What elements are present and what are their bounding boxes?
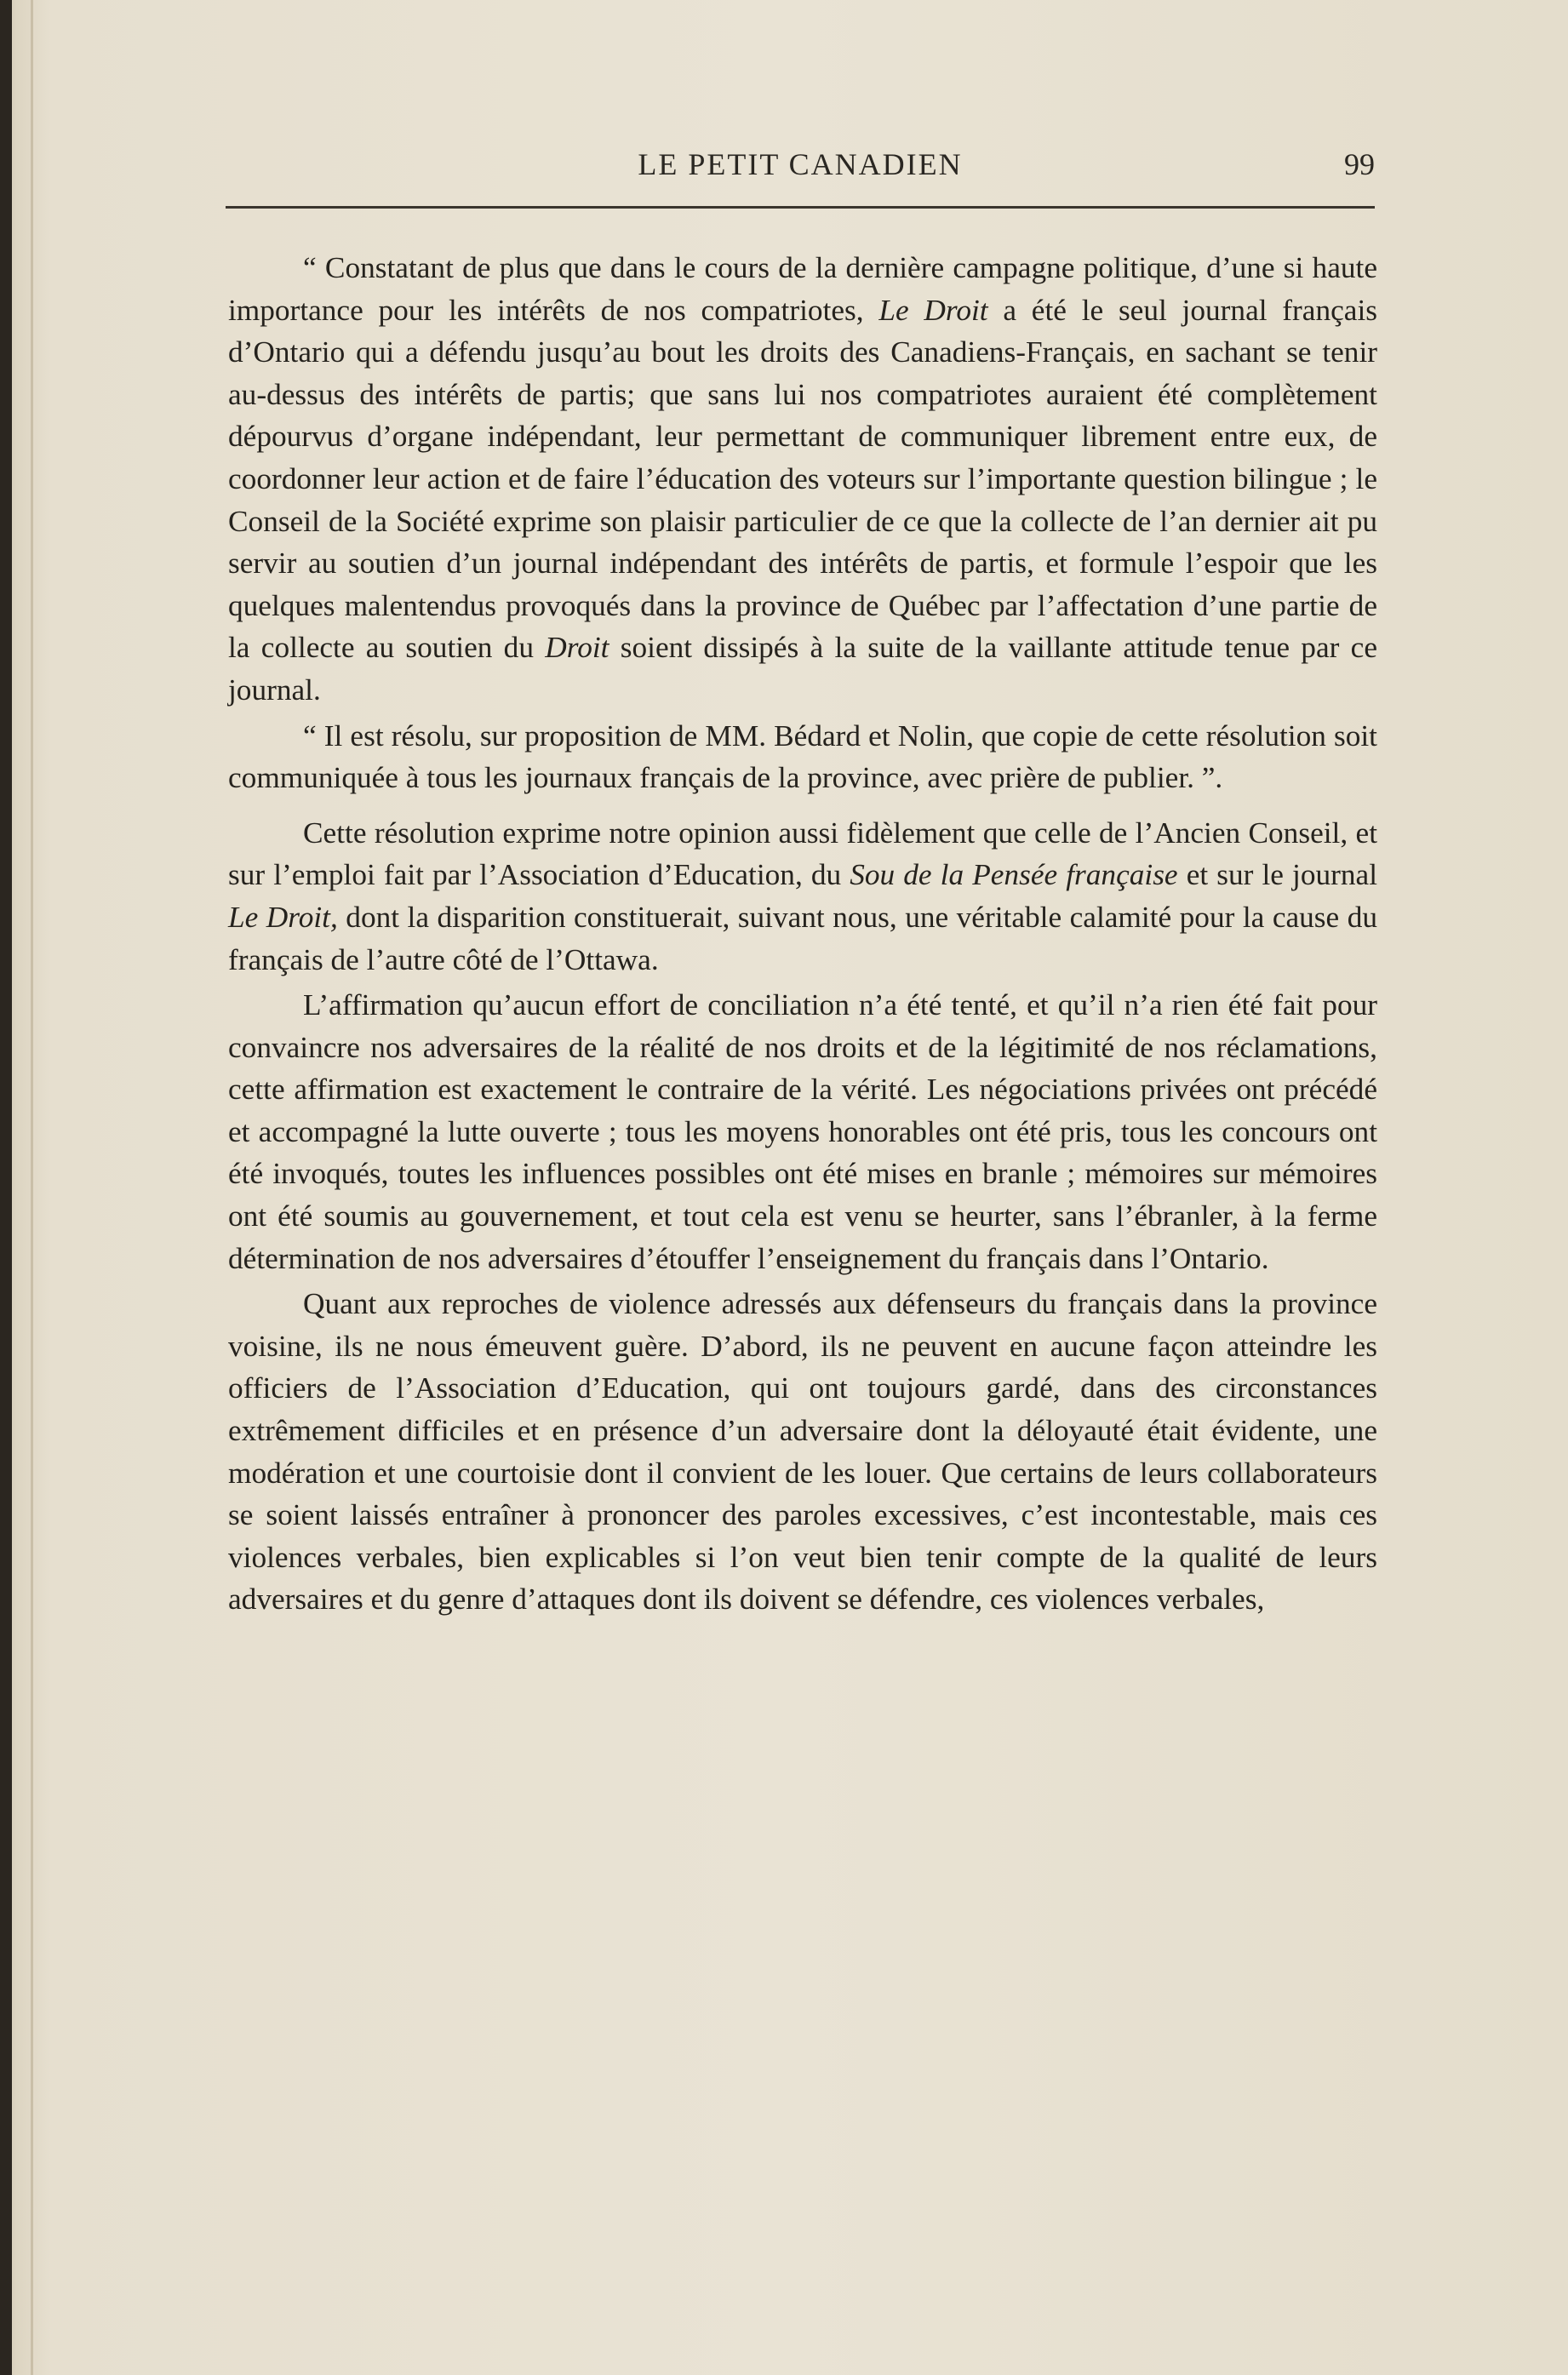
page-binding-edge (0, 0, 12, 2375)
paragraph-3 (228, 812, 1377, 981)
italic-phrase: Sou de la Pensée française (850, 858, 1178, 892)
text-segment: Quant aux reproches de violence adressés aux défenseurs du français dans la province voisine, ils ne nous émeuvent guère. D’abord, ils ne peuvent en aucune façon atteindre les officiers de l’Association d’Education, qui ont toujours gardé, dans des circonstances extrêmement difficiles et en présence d’un adversaire dont la déloyauté était évidente, une modération et une courtoisie dont il convient de les louer. Que certains de leurs collaborateurs se soient laissés entraîner à prononcer des paroles excessives, c’est incontestable, mais ces violences verbales, bien explicables si l’on veut bien tenir compte de la qualité de leurs adversaires et du genre d’attaques dont ils doivent se défendre, ces violences verbales, (228, 1287, 1377, 1617)
header-rule (226, 206, 1375, 209)
body-text (228, 247, 1377, 1624)
text-segment: dont la disparition constituerait, suivant nous, une véritable calamité pour la cause du français de l’autre côté de l’Ottawa. (228, 900, 1377, 976)
page-fold-line (31, 0, 33, 2375)
text-segment: a été le seul journal français d’Ontario qui a défendu jusqu’au bout les droits des Canadiens-Français, en sachant se tenir au-dessus des intérêts de partis; que sans lui nos compatriotes auraient été complètement dépourvus d’organe indépendant, leur permettant de communiquer librement entre eux, de coordonner leur action et de faire l’éducation des voteurs sur l’importante question bilingue ; le Conseil de la Société exprime son plaisir particulier de ce que la collecte de l’an dernier ait pu servir au soutien d’un journal indépendant des intérêts de partis, et formule l’espoir que les quelques malentendus provoqués dans la province de Québec par l’affectation d’une partie de la collecte au soutien du (228, 293, 1377, 665)
page-header (226, 146, 1375, 189)
text-segment: “ Il est résolu, sur proposition de MM. Bédard et Nolin, que copie de cette résolution soit communiquée à tous les journaux français de la province, avec prière de publier. ”. (228, 718, 1377, 795)
paragraph-5 (228, 1283, 1377, 1621)
newspaper-title: Droit (545, 631, 609, 665)
text-segment: soient dissipés à la suite de la vaillante attitude tenue par ce journal. (228, 631, 1377, 707)
paragraph-1 (228, 247, 1377, 712)
newspaper-title: Le Droit, (228, 900, 338, 934)
paragraph-4 (228, 984, 1377, 1279)
text-segment: L’affirmation qu’aucun effort de conciliation n’a été tenté, et qu’il n’a rien été fait pour convaincre nos adversaires de la réalité de nos droits et de la légitimité de nos réclamations, cette affirmation est exactement le contraire de la vérité. Les négociations privées ont précédé et accompagné la lutte ouverte ; tous les moyens honorables ont été pris, tous les concours ont été invoqués, toutes les influences possibles ont été mises en branle ; mémoires sur mémoires ont été soumis au gouvernement, et tout cela est venu se heurter, sans l’ébranler, à la ferme détermination de nos adversaires d’étouffer l’enseignement du français dans l’Ontario. (228, 988, 1377, 1275)
newspaper-title: Le Droit (878, 293, 988, 327)
text-segment: Cette résolution exprime notre opinion aussi fidèlement que celle de l’Ancien Conseil, et sur l’emploi fait par l’Association d’Education, du (228, 816, 1377, 892)
page-number: 99 (1344, 147, 1375, 181)
text-segment: et sur le journal (1177, 858, 1377, 892)
running-title: LE PETIT CANADIEN (638, 147, 963, 181)
paragraph-2 (228, 715, 1377, 799)
text-segment: “ Constatant de plus que dans le cours de la dernière campagne politique, d’une si haute importance pour les intérêts de nos compatriotes, (228, 251, 1377, 327)
